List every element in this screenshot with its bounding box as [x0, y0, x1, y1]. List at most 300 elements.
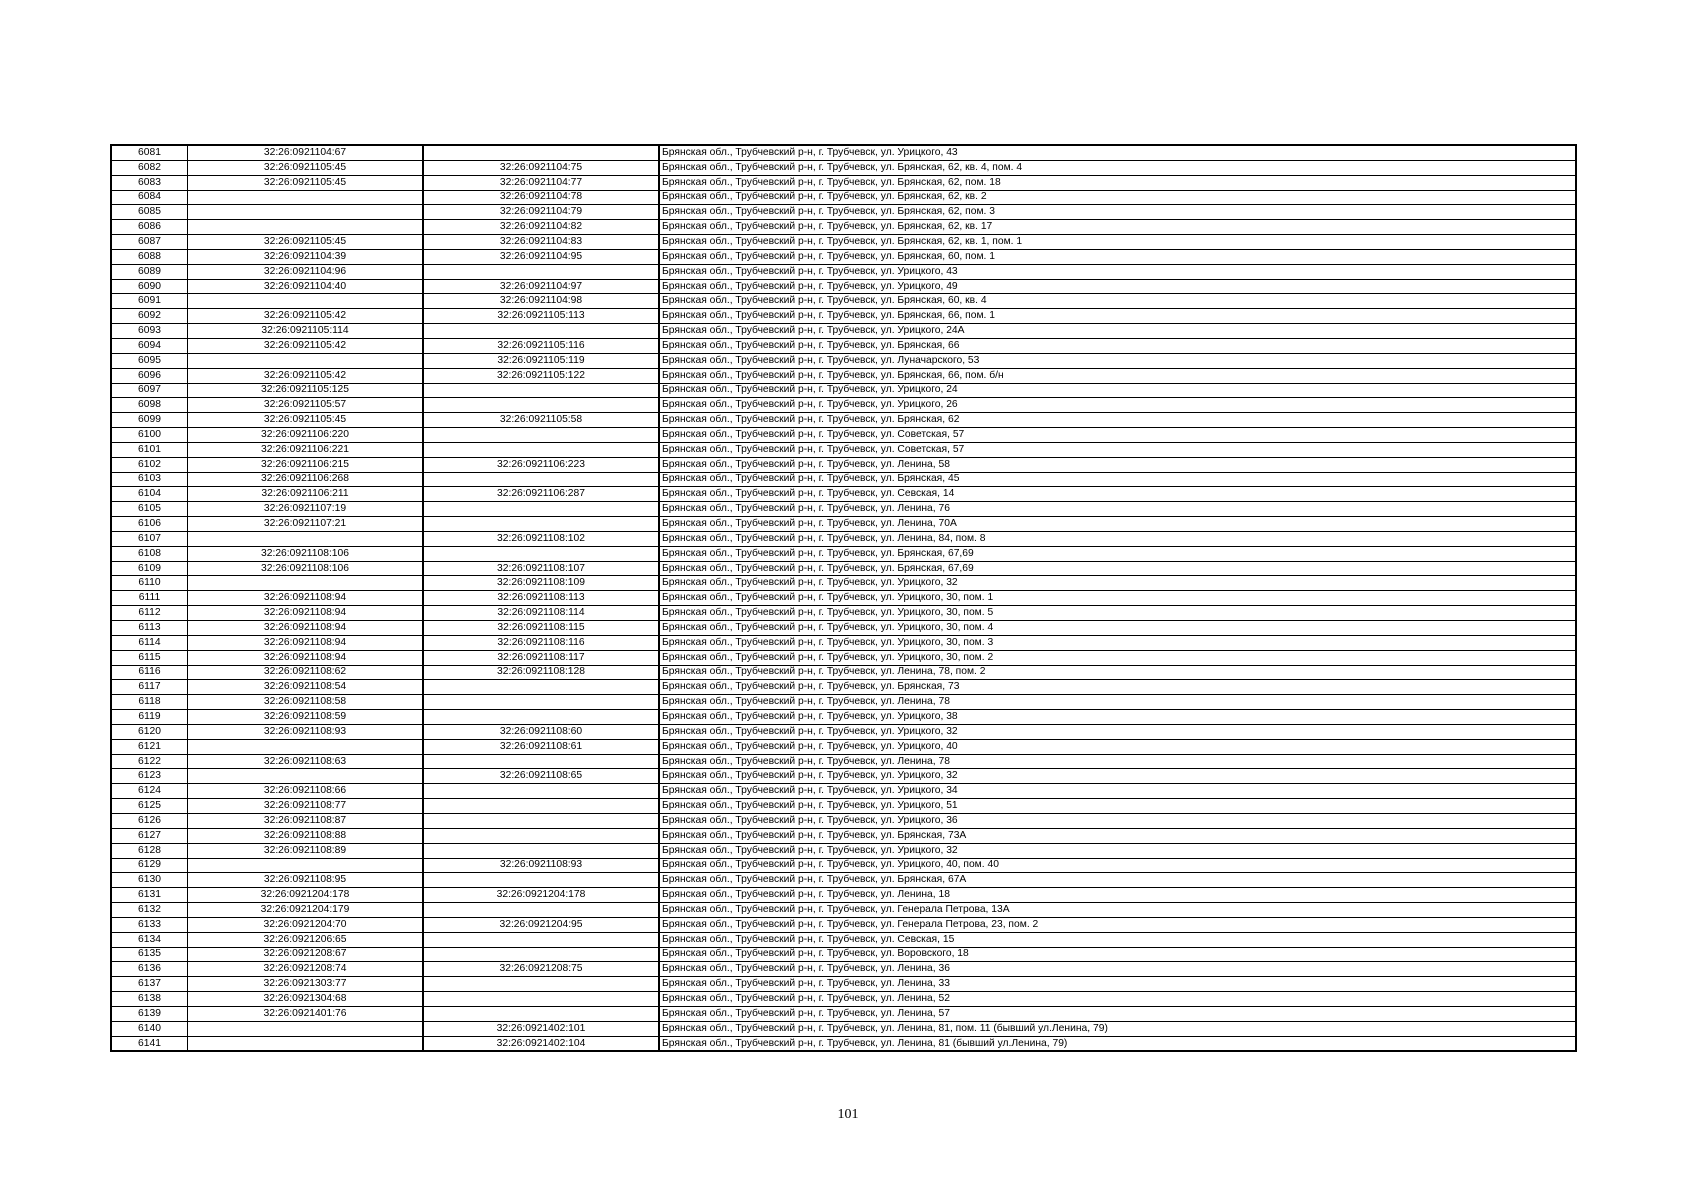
parent-cadastral-number-cell: 32:26:0921107:21: [188, 517, 424, 532]
table-row: [111, 160, 1576, 175]
row-number-cell: 6093: [111, 324, 188, 339]
table-row: [111, 1036, 1576, 1051]
address-cell: Брянская обл., Трубчевский р-н, г. Трубчевск, ул. Ленина, 81, пом. 11 (бывший ул.Ленина, 79): [659, 1021, 1576, 1036]
cadastral-number-cell: [423, 977, 659, 992]
table-row: [111, 561, 1576, 576]
parent-cadastral-number-cell: 32:26:0921108:58: [188, 695, 424, 710]
cadastral-number-cell: [423, 873, 659, 888]
cadastral-number-cell: 32:26:0921104:77: [423, 175, 659, 190]
row-number-cell: 6120: [111, 724, 188, 739]
address-cell: Брянская обл., Трубчевский р-н, г. Трубчевск, ул. Урицкого, 49: [659, 279, 1576, 294]
row-number-cell: 6083: [111, 175, 188, 190]
address-cell: Брянская обл., Трубчевский р-н, г. Трубчевск, ул. Урицкого, 30, пом. 2: [659, 650, 1576, 665]
parent-cadastral-number-cell: 32:26:0921303:77: [188, 977, 424, 992]
parent-cadastral-number-cell: [188, 739, 424, 754]
row-number-cell: 6094: [111, 338, 188, 353]
table-row: [111, 235, 1576, 250]
address-cell: Брянская обл., Трубчевский р-н, г. Трубчевск, ул. Ленина, 78: [659, 754, 1576, 769]
address-cell: Брянская обл., Трубчевский р-н, г. Трубчевск, ул. Брянская, 67,69: [659, 561, 1576, 576]
row-number-cell: 6140: [111, 1021, 188, 1036]
parent-cadastral-number-cell: 32:26:0921108:93: [188, 724, 424, 739]
table-row: [111, 784, 1576, 799]
address-cell: Брянская обл., Трубчевский р-н, г. Трубчевск, ул. Ленина, 78, пом. 2: [659, 665, 1576, 680]
address-cell: Брянская обл., Трубчевский р-н, г. Трубчевск, ул. Севская, 15: [659, 932, 1576, 947]
row-number-cell: 6115: [111, 650, 188, 665]
address-cell: Брянская обл., Трубчевский р-н, г. Трубчевск, ул. Советская, 57: [659, 428, 1576, 443]
row-number-cell: 6087: [111, 235, 188, 250]
address-cell: Брянская обл., Трубчевский р-н, г. Трубчевск, ул. Урицкого, 36: [659, 813, 1576, 828]
address-cell: Брянская обл., Трубчевский р-н, г. Трубчевск, ул. Ленина, 76: [659, 502, 1576, 517]
cadastral-number-cell: [423, 813, 659, 828]
table-row: [111, 517, 1576, 532]
address-cell: Брянская обл., Трубчевский р-н, г. Трубчевск, ул. Брянская, 62, кв. 4, пом. 4: [659, 160, 1576, 175]
address-cell: Брянская обл., Трубчевский р-н, г. Трубчевск, ул. Брянская, 62, кв. 2: [659, 190, 1576, 205]
table-row: [111, 190, 1576, 205]
table-row: [111, 264, 1576, 279]
row-number-cell: 6099: [111, 413, 188, 428]
table-row: [111, 338, 1576, 353]
cadastral-number-cell: 32:26:0921104:78: [423, 190, 659, 205]
parent-cadastral-number-cell: [188, 190, 424, 205]
row-number-cell: 6121: [111, 739, 188, 754]
address-cell: Брянская обл., Трубчевский р-н, г. Трубчевск, ул. Урицкого, 43: [659, 264, 1576, 279]
cadastral-number-cell: 32:26:0921108:65: [423, 769, 659, 784]
row-number-cell: 6113: [111, 621, 188, 636]
table-row: [111, 413, 1576, 428]
cadastral-number-cell: [423, 947, 659, 962]
parent-cadastral-number-cell: 32:26:0921108:89: [188, 843, 424, 858]
row-number-cell: 6112: [111, 606, 188, 621]
cadastral-number-cell: [423, 428, 659, 443]
row-number-cell: 6081: [111, 145, 188, 160]
parent-cadastral-number-cell: [188, 769, 424, 784]
cadastral-number-cell: 32:26:0921105:122: [423, 368, 659, 383]
address-cell: Брянская обл., Трубчевский р-н, г. Трубчевск, ул. Брянская, 66: [659, 338, 1576, 353]
address-cell: Брянская обл., Трубчевский р-н, г. Трубчевск, ул. Брянская, 62, кв. 1, пом. 1: [659, 235, 1576, 250]
cadastral-number-cell: 32:26:0921108:109: [423, 576, 659, 591]
table-row: [111, 710, 1576, 725]
row-number-cell: 6122: [111, 754, 188, 769]
parent-cadastral-number-cell: 32:26:0921105:57: [188, 398, 424, 413]
table-row: [111, 591, 1576, 606]
row-number-cell: 6124: [111, 784, 188, 799]
table-row: [111, 606, 1576, 621]
address-cell: Брянская обл., Трубчевский р-н, г. Трубчевск, ул. Урицкого, 40, пом. 40: [659, 858, 1576, 873]
address-cell: Брянская обл., Трубчевский р-н, г. Трубчевск, ул. Ленина, 58: [659, 457, 1576, 472]
address-cell: Брянская обл., Трубчевский р-н, г. Трубчевск, ул. Урицкого, 32: [659, 769, 1576, 784]
parent-cadastral-number-cell: 32:26:0921104:96: [188, 264, 424, 279]
row-number-cell: 6116: [111, 665, 188, 680]
row-number-cell: 6141: [111, 1036, 188, 1051]
parent-cadastral-number-cell: 32:26:0921105:42: [188, 368, 424, 383]
parent-cadastral-number-cell: 32:26:0921108:94: [188, 650, 424, 665]
cadastral-number-cell: [423, 932, 659, 947]
table-row: [111, 324, 1576, 339]
address-cell: Брянская обл., Трубчевский р-н, г. Трубчевск, ул. Генерала Петрова, 23, пом. 2: [659, 917, 1576, 932]
parent-cadastral-number-cell: [188, 1036, 424, 1051]
cadastral-number-cell: [423, 472, 659, 487]
address-cell: Брянская обл., Трубчевский р-н, г. Трубчевск, ул. Урицкого, 32: [659, 843, 1576, 858]
cadastral-number-cell: 32:26:0921104:79: [423, 205, 659, 220]
cadastral-number-cell: 32:26:0921108:93: [423, 858, 659, 873]
table-row: [111, 992, 1576, 1007]
address-cell: Брянская обл., Трубчевский р-н, г. Трубчевск, ул. Брянская, 73: [659, 680, 1576, 695]
address-cell: Брянская обл., Трубчевский р-н, г. Трубчевск, ул. Урицкого, 40: [659, 739, 1576, 754]
cadastral-number-cell: 32:26:0921108:61: [423, 739, 659, 754]
address-cell: Брянская обл., Трубчевский р-н, г. Трубчевск, ул. Воровского, 18: [659, 947, 1576, 962]
table-row: [111, 398, 1576, 413]
table-row: [111, 903, 1576, 918]
parent-cadastral-number-cell: 32:26:0921105:42: [188, 338, 424, 353]
address-cell: Брянская обл., Трубчевский р-н, г. Трубчевск, ул. Брянская, 66, пом. б/н: [659, 368, 1576, 383]
row-number-cell: 6085: [111, 205, 188, 220]
table-row: [111, 220, 1576, 235]
parent-cadastral-number-cell: 32:26:0921108:63: [188, 754, 424, 769]
table-row: [111, 205, 1576, 220]
table-row: [111, 754, 1576, 769]
table-row: [111, 309, 1576, 324]
table-row: [111, 546, 1576, 561]
parent-cadastral-number-cell: [188, 294, 424, 309]
cadastral-number-cell: [423, 784, 659, 799]
cadastral-number-cell: [423, 903, 659, 918]
parent-cadastral-number-cell: [188, 220, 424, 235]
table-row: [111, 428, 1576, 443]
table-row: [111, 279, 1576, 294]
parent-cadastral-number-cell: [188, 205, 424, 220]
parent-cadastral-number-cell: 32:26:0921107:19: [188, 502, 424, 517]
cadastral-number-cell: 32:26:0921108:107: [423, 561, 659, 576]
row-number-cell: 6101: [111, 442, 188, 457]
parent-cadastral-number-cell: 32:26:0921104:40: [188, 279, 424, 294]
row-number-cell: 6086: [111, 220, 188, 235]
address-cell: Брянская обл., Трубчевский р-н, г. Трубчевск, ул. Урицкого, 30, пом. 3: [659, 635, 1576, 650]
table-row: [111, 769, 1576, 784]
row-number-cell: 6100: [111, 428, 188, 443]
row-number-cell: 6132: [111, 903, 188, 918]
table-row: [111, 1021, 1576, 1036]
cadastral-number-cell: 32:26:0921104:97: [423, 279, 659, 294]
parent-cadastral-number-cell: 32:26:0921108:94: [188, 606, 424, 621]
cadastral-register-table: [110, 144, 1577, 1052]
parent-cadastral-number-cell: [188, 858, 424, 873]
address-cell: Брянская обл., Трубчевский р-н, г. Трубчевск, ул. Урицкого, 32: [659, 576, 1576, 591]
address-cell: Брянская обл., Трубчевский р-н, г. Трубчевск, ул. Ленина, 78: [659, 695, 1576, 710]
table-row: [111, 145, 1576, 160]
cadastral-number-cell: 32:26:0921106:287: [423, 487, 659, 502]
parent-cadastral-number-cell: 32:26:0921108:95: [188, 873, 424, 888]
table-row: [111, 249, 1576, 264]
table-row: [111, 873, 1576, 888]
cadastral-number-cell: 32:26:0921108:117: [423, 650, 659, 665]
parent-cadastral-number-cell: 32:26:0921106:220: [188, 428, 424, 443]
address-cell: Брянская обл., Трубчевский р-н, г. Трубчевск, ул. Урицкого, 32: [659, 724, 1576, 739]
table-row: [111, 962, 1576, 977]
cadastral-number-cell: 32:26:0921104:75: [423, 160, 659, 175]
address-cell: Брянская обл., Трубчевский р-н, г. Трубчевск, ул. Брянская, 60, пом. 1: [659, 249, 1576, 264]
address-cell: Брянская обл., Трубчевский р-н, г. Трубчевск, ул. Брянская, 62, кв. 17: [659, 220, 1576, 235]
parent-cadastral-number-cell: [188, 353, 424, 368]
row-number-cell: 6102: [111, 457, 188, 472]
table-row: [111, 635, 1576, 650]
cadastral-number-cell: [423, 680, 659, 695]
row-number-cell: 6105: [111, 502, 188, 517]
cadastral-number-cell: [423, 695, 659, 710]
cadastral-number-cell: 32:26:0921104:95: [423, 249, 659, 264]
row-number-cell: 6084: [111, 190, 188, 205]
row-number-cell: 6103: [111, 472, 188, 487]
cadastral-number-cell: 32:26:0921105:58: [423, 413, 659, 428]
cadastral-number-cell: 32:26:0921108:60: [423, 724, 659, 739]
table-row: [111, 621, 1576, 636]
cadastral-number-cell: 32:26:0921104:82: [423, 220, 659, 235]
address-cell: Брянская обл., Трубчевский р-н, г. Трубчевск, ул. Урицкого, 30, пом. 4: [659, 621, 1576, 636]
row-number-cell: 6106: [111, 517, 188, 532]
cadastral-number-cell: [423, 843, 659, 858]
table-row: [111, 531, 1576, 546]
address-cell: Брянская обл., Трубчевский р-н, г. Трубчевск, ул. Ленина, 84, пом. 8: [659, 531, 1576, 546]
cadastral-number-cell: 32:26:0921108:116: [423, 635, 659, 650]
parent-cadastral-number-cell: 32:26:0921105:45: [188, 235, 424, 250]
row-number-cell: 6135: [111, 947, 188, 962]
parent-cadastral-number-cell: 32:26:0921105:45: [188, 160, 424, 175]
parent-cadastral-number-cell: 32:26:0921105:45: [188, 175, 424, 190]
row-number-cell: 6129: [111, 858, 188, 873]
table-row: [111, 457, 1576, 472]
cadastral-number-cell: [423, 442, 659, 457]
cadastral-number-cell: 32:26:0921106:223: [423, 457, 659, 472]
row-number-cell: 6136: [111, 962, 188, 977]
address-cell: Брянская обл., Трубчевский р-н, г. Трубчевск, ул. Урицкого, 24: [659, 383, 1576, 398]
cadastral-number-cell: [423, 710, 659, 725]
table-row: [111, 502, 1576, 517]
address-cell: Брянская обл., Трубчевский р-н, г. Трубчевск, ул. Урицкого, 30, пом. 5: [659, 606, 1576, 621]
table-row: [111, 828, 1576, 843]
parent-cadastral-number-cell: 32:26:0921108:106: [188, 561, 424, 576]
cadastral-number-cell: 32:26:0921105:116: [423, 338, 659, 353]
parent-cadastral-number-cell: 32:26:0921108:59: [188, 710, 424, 725]
parent-cadastral-number-cell: 32:26:0921108:94: [188, 621, 424, 636]
row-number-cell: 6097: [111, 383, 188, 398]
row-number-cell: 6130: [111, 873, 188, 888]
address-cell: Брянская обл., Трубчевский р-н, г. Трубчевск, ул. Брянская, 66, пом. 1: [659, 309, 1576, 324]
address-cell: Брянская обл., Трубчевский р-н, г. Трубчевск, ул. Брянская, 62, пом. 18: [659, 175, 1576, 190]
cadastral-number-cell: 32:26:0921108:115: [423, 621, 659, 636]
table-row: [111, 695, 1576, 710]
address-cell: Брянская обл., Трубчевский р-н, г. Трубчевск, ул. Севская, 14: [659, 487, 1576, 502]
address-cell: Брянская обл., Трубчевский р-н, г. Трубчевск, ул. Ленина, 70А: [659, 517, 1576, 532]
cadastral-number-cell: 32:26:0921208:75: [423, 962, 659, 977]
row-number-cell: 6131: [111, 888, 188, 903]
address-cell: Брянская обл., Трубчевский р-н, г. Трубчевск, ул. Брянская, 67А: [659, 873, 1576, 888]
cadastral-number-cell: 32:26:0921402:101: [423, 1021, 659, 1036]
table-row: [111, 888, 1576, 903]
parent-cadastral-number-cell: 32:26:0921108:54: [188, 680, 424, 695]
cadastral-number-cell: 32:26:0921108:113: [423, 591, 659, 606]
address-cell: Брянская обл., Трубчевский р-н, г. Трубчевск, ул. Ленина, 57: [659, 1006, 1576, 1021]
table-row: [111, 739, 1576, 754]
row-number-cell: 6092: [111, 309, 188, 324]
row-number-cell: 6095: [111, 353, 188, 368]
parent-cadastral-number-cell: 32:26:0921108:106: [188, 546, 424, 561]
parent-cadastral-number-cell: 32:26:0921108:62: [188, 665, 424, 680]
parent-cadastral-number-cell: 32:26:0921105:114: [188, 324, 424, 339]
parent-cadastral-number-cell: 32:26:0921108:94: [188, 635, 424, 650]
table-row: [111, 858, 1576, 873]
address-cell: Брянская обл., Трубчевский р-н, г. Трубчевск, ул. Урицкого, 34: [659, 784, 1576, 799]
row-number-cell: 6133: [111, 917, 188, 932]
address-cell: Брянская обл., Трубчевский р-н, г. Трубчевск, ул. Брянская, 67,69: [659, 546, 1576, 561]
cadastral-number-cell: [423, 828, 659, 843]
cadastral-number-cell: 32:26:0921105:119: [423, 353, 659, 368]
table-row: [111, 175, 1576, 190]
cadastral-number-cell: 32:26:0921105:113: [423, 309, 659, 324]
address-cell: Брянская обл., Трубчевский р-н, г. Трубчевск, ул. Ленина, 52: [659, 992, 1576, 1007]
parent-cadastral-number-cell: 32:26:0921105:125: [188, 383, 424, 398]
table-row: [111, 1006, 1576, 1021]
parent-cadastral-number-cell: 32:26:0921208:74: [188, 962, 424, 977]
cadastral-number-cell: 32:26:0921204:95: [423, 917, 659, 932]
table-row: [111, 294, 1576, 309]
cadastral-number-cell: [423, 383, 659, 398]
table-row: [111, 724, 1576, 739]
row-number-cell: 6123: [111, 769, 188, 784]
address-cell: Брянская обл., Трубчевский р-н, г. Трубчевск, ул. Брянская, 73А: [659, 828, 1576, 843]
address-cell: Брянская обл., Трубчевский р-н, г. Трубчевск, ул. Урицкого, 26: [659, 398, 1576, 413]
parent-cadastral-number-cell: 32:26:0921105:45: [188, 413, 424, 428]
row-number-cell: 6128: [111, 843, 188, 858]
address-cell: Брянская обл., Трубчевский р-н, г. Трубчевск, ул. Брянская, 62, пом. 3: [659, 205, 1576, 220]
address-cell: Брянская обл., Трубчевский р-н, г. Трубчевск, ул. Урицкого, 51: [659, 799, 1576, 814]
row-number-cell: 6111: [111, 591, 188, 606]
row-number-cell: 6138: [111, 992, 188, 1007]
table-row: [111, 472, 1576, 487]
cadastral-number-cell: [423, 754, 659, 769]
address-cell: Брянская обл., Трубчевский р-н, г. Трубчевск, ул. Брянская, 45: [659, 472, 1576, 487]
row-number-cell: 6096: [111, 368, 188, 383]
table-row: [111, 650, 1576, 665]
row-number-cell: 6082: [111, 160, 188, 175]
address-cell: Брянская обл., Трубчевский р-н, г. Трубчевск, ул. Луначарского, 53: [659, 353, 1576, 368]
row-number-cell: 6108: [111, 546, 188, 561]
row-number-cell: 6118: [111, 695, 188, 710]
address-cell: Брянская обл., Трубчевский р-н, г. Трубчевск, ул. Ленина, 18: [659, 888, 1576, 903]
row-number-cell: 6137: [111, 977, 188, 992]
parent-cadastral-number-cell: 32:26:0921108:88: [188, 828, 424, 843]
address-cell: Брянская обл., Трубчевский р-н, г. Трубчевск, ул. Генерала Петрова, 13А: [659, 903, 1576, 918]
address-cell: Брянская обл., Трубчевский р-н, г. Трубчевск, ул. Ленина, 36: [659, 962, 1576, 977]
cadastral-number-cell: [423, 502, 659, 517]
parent-cadastral-number-cell: 32:26:0921105:42: [188, 309, 424, 324]
parent-cadastral-number-cell: 32:26:0921106:211: [188, 487, 424, 502]
parent-cadastral-number-cell: 32:26:0921108:66: [188, 784, 424, 799]
parent-cadastral-number-cell: 32:26:0921304:68: [188, 992, 424, 1007]
cadastral-number-cell: 32:26:0921402:104: [423, 1036, 659, 1051]
cadastral-number-cell: [423, 324, 659, 339]
address-cell: Брянская обл., Трубчевский р-н, г. Трубчевск, ул. Урицкого, 24А: [659, 324, 1576, 339]
parent-cadastral-number-cell: 32:26:0921401:76: [188, 1006, 424, 1021]
row-number-cell: 6089: [111, 264, 188, 279]
address-cell: Брянская обл., Трубчевский р-н, г. Трубчевск, ул. Урицкого, 43: [659, 145, 1576, 160]
parent-cadastral-number-cell: [188, 531, 424, 546]
parent-cadastral-number-cell: 32:26:0921108:87: [188, 813, 424, 828]
cadastral-number-cell: [423, 546, 659, 561]
row-number-cell: 6134: [111, 932, 188, 947]
address-cell: Брянская обл., Трубчевский р-н, г. Трубчевск, ул. Урицкого, 38: [659, 710, 1576, 725]
row-number-cell: 6088: [111, 249, 188, 264]
address-cell: Брянская обл., Трубчевский р-н, г. Трубчевск, ул. Ленина, 81 (бывший ул.Ленина, 79): [659, 1036, 1576, 1051]
table-row: [111, 353, 1576, 368]
address-cell: Брянская обл., Трубчевский р-н, г. Трубчевск, ул. Урицкого, 30, пом. 1: [659, 591, 1576, 606]
table-row: [111, 442, 1576, 457]
address-cell: Брянская обл., Трубчевский р-н, г. Трубчевск, ул. Ленина, 33: [659, 977, 1576, 992]
table-row: [111, 576, 1576, 591]
page-number: 101: [837, 1107, 859, 1122]
row-number-cell: 6107: [111, 531, 188, 546]
table-row: [111, 917, 1576, 932]
table-row: [111, 487, 1576, 502]
table-row: [111, 665, 1576, 680]
address-cell: Брянская обл., Трубчевский р-н, г. Трубчевск, ул. Брянская, 60, кв. 4: [659, 294, 1576, 309]
cadastral-number-cell: 32:26:0921108:128: [423, 665, 659, 680]
row-number-cell: 6104: [111, 487, 188, 502]
table-row: [111, 932, 1576, 947]
cadastral-number-cell: [423, 1006, 659, 1021]
row-number-cell: 6109: [111, 561, 188, 576]
table-row: [111, 368, 1576, 383]
parent-cadastral-number-cell: [188, 1021, 424, 1036]
register-table-body: [111, 145, 1576, 1051]
row-number-cell: 6126: [111, 813, 188, 828]
parent-cadastral-number-cell: 32:26:0921106:221: [188, 442, 424, 457]
parent-cadastral-number-cell: 32:26:0921208:67: [188, 947, 424, 962]
cadastral-number-cell: 32:26:0921104:98: [423, 294, 659, 309]
cadastral-number-cell: 32:26:0921108:102: [423, 531, 659, 546]
row-number-cell: 6110: [111, 576, 188, 591]
parent-cadastral-number-cell: 32:26:0921108:77: [188, 799, 424, 814]
parent-cadastral-number-cell: 32:26:0921204:70: [188, 917, 424, 932]
table-row: [111, 680, 1576, 695]
row-number-cell: 6114: [111, 635, 188, 650]
row-number-cell: 6090: [111, 279, 188, 294]
cadastral-number-cell: 32:26:0921204:178: [423, 888, 659, 903]
parent-cadastral-number-cell: 32:26:0921108:94: [188, 591, 424, 606]
address-cell: Брянская обл., Трубчевский р-н, г. Трубчевск, ул. Брянская, 62: [659, 413, 1576, 428]
row-number-cell: 6091: [111, 294, 188, 309]
row-number-cell: 6119: [111, 710, 188, 725]
row-number-cell: 6125: [111, 799, 188, 814]
parent-cadastral-number-cell: 32:26:0921106:268: [188, 472, 424, 487]
table-row: [111, 977, 1576, 992]
parent-cadastral-number-cell: 32:26:0921204:178: [188, 888, 424, 903]
parent-cadastral-number-cell: 32:26:0921104:67: [188, 145, 424, 160]
table-row: [111, 813, 1576, 828]
parent-cadastral-number-cell: [188, 576, 424, 591]
cadastral-number-cell: [423, 398, 659, 413]
row-number-cell: 6098: [111, 398, 188, 413]
cadastral-number-cell: 32:26:0921108:114: [423, 606, 659, 621]
table-row: [111, 947, 1576, 962]
row-number-cell: 6117: [111, 680, 188, 695]
parent-cadastral-number-cell: 32:26:0921206:65: [188, 932, 424, 947]
table-row: [111, 799, 1576, 814]
cadastral-number-cell: 32:26:0921104:83: [423, 235, 659, 250]
cadastral-number-cell: [423, 517, 659, 532]
parent-cadastral-number-cell: 32:26:0921104:39: [188, 249, 424, 264]
table-row: [111, 843, 1576, 858]
address-cell: Брянская обл., Трубчевский р-н, г. Трубчевск, ул. Советская, 57: [659, 442, 1576, 457]
cadastral-number-cell: [423, 992, 659, 1007]
